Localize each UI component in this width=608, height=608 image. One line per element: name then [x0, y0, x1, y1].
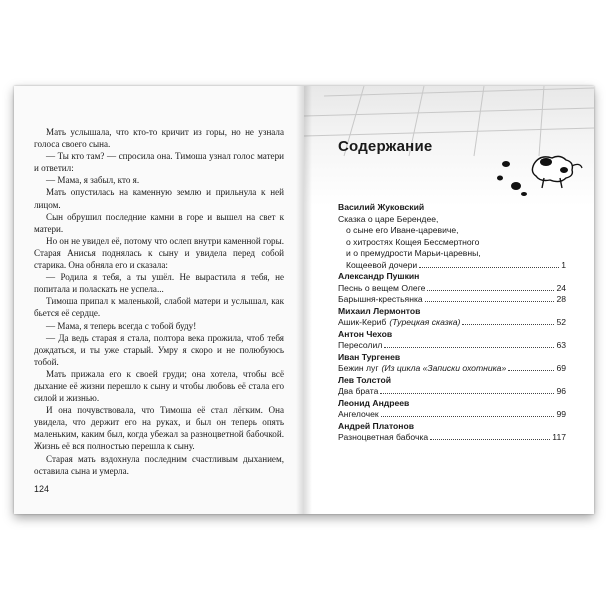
- paragraph: — Ты кто там? — спросила она. Тимоша узнал голос матери и ответил:: [34, 151, 284, 174]
- toc-leader-dots: [381, 416, 555, 417]
- toc-page-number: 63: [556, 340, 566, 350]
- paragraph: Мать опустилась на каменную землю и прильнула к ней лицом.: [34, 187, 284, 210]
- toc-title: Содержание: [338, 138, 433, 155]
- toc-entry-title: и о премудрости Марьи-царевны,: [346, 248, 481, 258]
- toc-author: Иван Тургенев: [338, 351, 401, 362]
- toc-entry: [338, 340, 566, 352]
- toc-leader-dots: [462, 324, 554, 325]
- toc-entry-title: Ашик-Кериб: [338, 317, 387, 327]
- open-book: [14, 86, 594, 514]
- toc-entry-subtitle: (Турецкая сказка): [389, 317, 461, 327]
- toc-entry-title: о сыне его Иване-царевиче,: [346, 225, 459, 235]
- toc-entry: [338, 363, 566, 375]
- paragraph: — Мама, я теперь всегда с тобой буду!: [46, 320, 197, 331]
- paragraph: Сын обрушил последние камни в горе и вышел на свет к матери.: [34, 211, 284, 234]
- toc-entry: [338, 283, 566, 295]
- toc-leader-dots: [384, 347, 554, 348]
- toc-entry-title: Песнь о вещем Олеге: [338, 282, 426, 293]
- paragraph: Старая мать вздохнула последним счастливым дыханием, оставила сына и умерла.: [34, 453, 284, 476]
- paragraph: Мать прижала его к своей груди; она хотела, чтобы всё дыхание её жизни перешло к сыну и чтобы любовь её стала его силой и жизнью.: [34, 368, 284, 404]
- toc-entry-title: о хитростях Кощея Бессмертного: [346, 236, 480, 247]
- toc-entry: [338, 386, 566, 398]
- toc-page-number: 96: [556, 386, 566, 396]
- right-page: [304, 86, 594, 514]
- toc-leader-dots: [380, 393, 554, 394]
- toc-entry-title: Ангелочек: [338, 409, 379, 419]
- toc-leader-dots: [419, 267, 559, 268]
- toc-page-number: 69: [556, 363, 566, 373]
- toc-page-number: 28: [556, 294, 566, 304]
- toc-author: Лев Толстой: [338, 374, 391, 385]
- toc-entry: [338, 225, 566, 237]
- toc-page-number: 99: [556, 409, 566, 419]
- toc-entry: [338, 317, 566, 329]
- paragraph: — Родила я тебя, а ты ушёл. Не вырастила я тебя, не попитала и поласкать не успела...: [34, 272, 284, 295]
- toc-page-number: 1: [561, 259, 566, 270]
- toc-entry: [338, 432, 566, 444]
- paragraph: — Да ведь старая я стала, полтора века прожила, чтоб тебя дождаться, и ты уже старый. Умру я скоро и не полюбуюсь тобой.: [34, 332, 284, 367]
- toc-entry: [338, 214, 566, 226]
- paragraph: И она почувствовала, что Тимоша её стал лёгким. Она увидела, что держит его на руках, и был он теперь опять маленьким, каким был, когда убежал за разноцветной бабочкой. Жизнь её вся полностью перешла к сыну.: [34, 405, 284, 452]
- toc-leader-dots: [425, 301, 555, 302]
- dog-with-ink-blots-icon: [494, 148, 584, 200]
- toc-author: Василий Жуковский: [338, 202, 425, 212]
- page-number: 124: [34, 484, 50, 494]
- toc-page-number: 52: [556, 317, 566, 327]
- book-gutter: [296, 86, 312, 514]
- paragraph: Но он не увидел её, потому что ослеп внутри каменной горы. Старая Анисья поднялась к сыну и увидела перед собой старика. Она обняла его и сказала:: [34, 235, 284, 271]
- toc-author: Антон Чехов: [338, 328, 393, 339]
- toc-entry-title: Два брата: [338, 386, 379, 396]
- table-of-contents: [338, 202, 566, 444]
- paragraph: — Мама, я забыл, кто я.: [46, 175, 140, 186]
- toc-leader-dots: [430, 439, 550, 440]
- toc-page-number: 24: [556, 282, 566, 293]
- toc-entry-subtitle: (Из цикла «Записки охотника»: [381, 363, 507, 373]
- paragraph: Мать услышала, что кто-то кричит из горы, но не узнала голоса своего сына.: [34, 127, 284, 150]
- toc-entry: [338, 237, 566, 249]
- toc-entry-title: Разноцветная бабочка: [338, 432, 429, 442]
- toc-entry-title: Кощеевой дочери: [346, 259, 418, 270]
- toc-author: Михаил Лермонтов: [338, 305, 421, 316]
- toc-entry: [338, 248, 566, 260]
- toc-page-number: 117: [552, 432, 566, 442]
- toc-author: Андрей Платонов: [338, 420, 415, 431]
- toc-entry-title: Пересолил: [338, 340, 383, 350]
- toc-entry: [338, 294, 566, 306]
- toc-entry-title: Бежин луг: [338, 363, 379, 373]
- toc-entry: [338, 260, 566, 272]
- left-page: [14, 86, 304, 514]
- toc-entry-title: Сказка о царе Берендее,: [338, 213, 439, 224]
- toc-leader-dots: [427, 290, 554, 291]
- toc-leader-dots: [508, 370, 554, 371]
- toc-entry: [338, 409, 566, 421]
- paragraph: Тимоша припал к маленькой, слабой матери и услышал, как бьется её сердце.: [34, 296, 284, 319]
- toc-author: Александр Пушкин: [338, 271, 420, 281]
- toc-entry-title: Барышня-крестьянка: [338, 294, 423, 304]
- story-text: [34, 126, 284, 477]
- toc-author: Леонид Андреев: [338, 397, 410, 408]
